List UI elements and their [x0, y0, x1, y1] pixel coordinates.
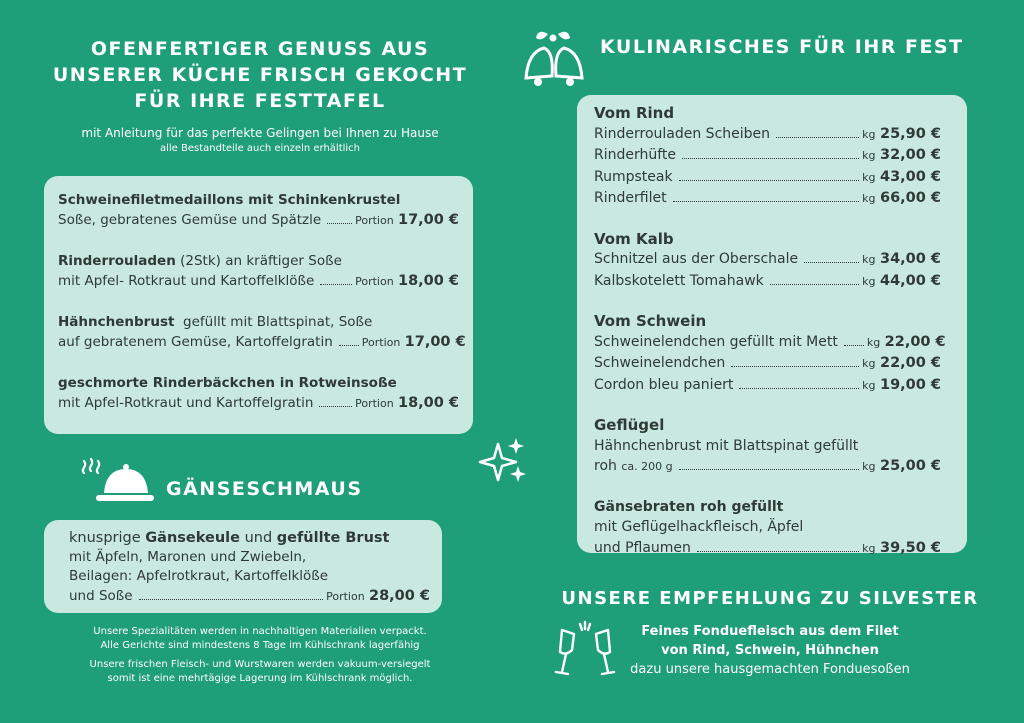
goose-price: 28,00 € — [368, 588, 430, 604]
goose-card — [44, 520, 442, 613]
price-row: Cordon bleu paniert kg 19,00 € — [594, 376, 941, 393]
poultry-line-1: Hähnchenbrust mit Blattspinat gefüllt — [594, 437, 859, 454]
menu-item-price: 18,00 € — [397, 395, 459, 411]
price-row: Schweinelendchen gefüllt mit Mett kg 22,00 € — [594, 333, 946, 350]
bells-holly-icon — [518, 24, 590, 92]
silvester-line-3: dazu unsere hausgemachten Fonduesoßen — [630, 662, 910, 677]
menu-item — [58, 373, 459, 434]
menu-item-name: Schweinefiletmedaillons mit Schinkenkrustel — [58, 192, 401, 208]
menu-item-unit: Portion — [355, 275, 394, 288]
goose-line-1: knusprige Gänsekeule und gefüllte Brust — [69, 530, 390, 546]
section-veal — [594, 229, 941, 293]
footer-line-4: somit ist eine mehrtägige Lagerung im Kühlschrank möglich. — [107, 672, 413, 684]
section-heading: Vom Rind — [594, 104, 675, 122]
footer-notes — [40, 625, 480, 685]
left-title-line-1: OFENFERTIGER GENUSS AUS — [90, 38, 430, 60]
menu-item-name: geschmorte Rinderbäckchen in Rotweinsoße — [58, 375, 397, 391]
price-row: Kalbskotelett Tomahawk kg 44,00 € — [594, 272, 941, 289]
price-row: Schweinelendchen kg 22,00 € — [594, 355, 941, 371]
price-row: roh ca. 200 g kg 25,00 € — [594, 458, 941, 474]
goose-title: GÄNSESCHMAUS — [166, 478, 363, 500]
section-poultry — [594, 415, 941, 478]
left-title-line-3: FÜR IHRE FESTTAFEL — [134, 90, 386, 112]
section-heading: Geflügel — [594, 416, 665, 434]
menu-item-name: Rinderrouladen — [58, 253, 176, 269]
price-row: Schnitzel aus der Oberschale kg 34,00 € — [594, 251, 941, 267]
footer-line-2: Alle Gerichte sind mindestens 8 Tage im Kühlschrank lagerfähig — [100, 639, 420, 651]
section-beef — [594, 103, 941, 210]
price-row: Rumpsteak kg 43,00 € — [594, 168, 941, 185]
menu-item-name-extra: (2Stk) an kräftiger Soße — [180, 253, 342, 269]
section-goose-roast — [594, 497, 941, 560]
silvester-title: UNSERE EMPFEHLUNG ZU SILVESTER — [561, 588, 979, 609]
silvester-line-2: von Rind, Schwein, Hühnchen — [661, 643, 879, 658]
section-pork — [594, 311, 946, 396]
left-title — [40, 36, 480, 114]
menu-item — [58, 251, 459, 312]
goose-line-3: Beilagen: Apfelrotkraut, Kartoffelklöße — [69, 568, 329, 584]
price-row: Rinderhüfte kg 32,00 € — [594, 147, 941, 163]
section-heading: Gänsebraten roh gefüllt — [594, 498, 784, 515]
silvester-line-1: Feines Fonduefleisch aus dem Filet — [641, 624, 899, 639]
champagne-glasses-icon — [552, 620, 618, 684]
section-heading: Vom Kalb — [594, 229, 674, 248]
menu-item-desc: auf gebratenem Gemüse, Kartoffelgratin — [58, 334, 333, 350]
menu-item-desc: mit Apfel-Rotkraut und Kartoffelgratin — [58, 395, 314, 411]
menu-item-price: 17,00 € — [397, 212, 459, 228]
menu-item-unit: Portion — [355, 397, 394, 410]
menu-item-name: Hähnchenbrust — [58, 314, 175, 330]
dot-leader — [339, 345, 359, 346]
dot-leader — [319, 406, 352, 407]
goose-roast-line-1: mit Geflügelhackfleisch, Äpfel — [594, 519, 804, 535]
dot-leader — [320, 284, 352, 285]
left-subtitle: mit Anleitung für das perfekte Gelingen bei Ihnen zu Hause — [81, 126, 439, 140]
menu-card — [44, 176, 473, 434]
price-row: und Pflaumen kg 39,50 € — [594, 539, 941, 556]
goose-line-2: mit Äpfeln, Maronen und Zwiebeln, — [69, 549, 307, 565]
menu-item — [58, 190, 459, 251]
menu-item-name-extra: gefüllt mit Blattspinat, Soße — [183, 314, 373, 330]
sparkle-icon — [478, 436, 528, 486]
goose-unit: Portion — [326, 590, 365, 603]
menu-item-desc: mit Apfel- Rotkraut und Kartoffelklöße — [58, 273, 315, 289]
menu-item-price: 18,00 € — [397, 273, 459, 289]
dot-leader — [327, 223, 352, 224]
left-subtitle-small: alle Bestandteile auch einzeln erhältlich — [159, 143, 361, 154]
price-row: Rinderrouladen Scheiben kg 25,90 € — [594, 125, 941, 142]
price-card — [577, 95, 967, 556]
dot-leader — [139, 599, 323, 600]
price-row: Rinderfilet kg 66,00 € — [594, 190, 941, 206]
cloche-icon — [78, 455, 158, 505]
goose-line-4: und Soße Portion 28,00 € — [69, 586, 430, 607]
left-title-line-2: UNSERER KÜCHE FRISCH GEKOCHT — [52, 64, 468, 86]
menu-item-unit: Portion — [355, 214, 394, 227]
silvester-text — [620, 622, 920, 679]
menu-item-unit: Portion — [361, 336, 401, 349]
menu-item-desc: Soße, gebratenes Gemüse und Spätzle — [58, 212, 322, 228]
right-title: KULINARISCHES FÜR IHR FEST — [600, 36, 964, 58]
menu-item-price: 17,00 € — [404, 334, 466, 350]
section-heading: Vom Schwein — [594, 312, 707, 330]
footer-line-3: Unsere frischen Fleisch- und Wurstwaren werden vakuum-versiegelt — [89, 659, 431, 670]
menu-item — [58, 312, 466, 373]
footer-line-1: Unsere Spezialitäten werden in nachhaltigen Materialien verpackt. — [93, 626, 427, 637]
